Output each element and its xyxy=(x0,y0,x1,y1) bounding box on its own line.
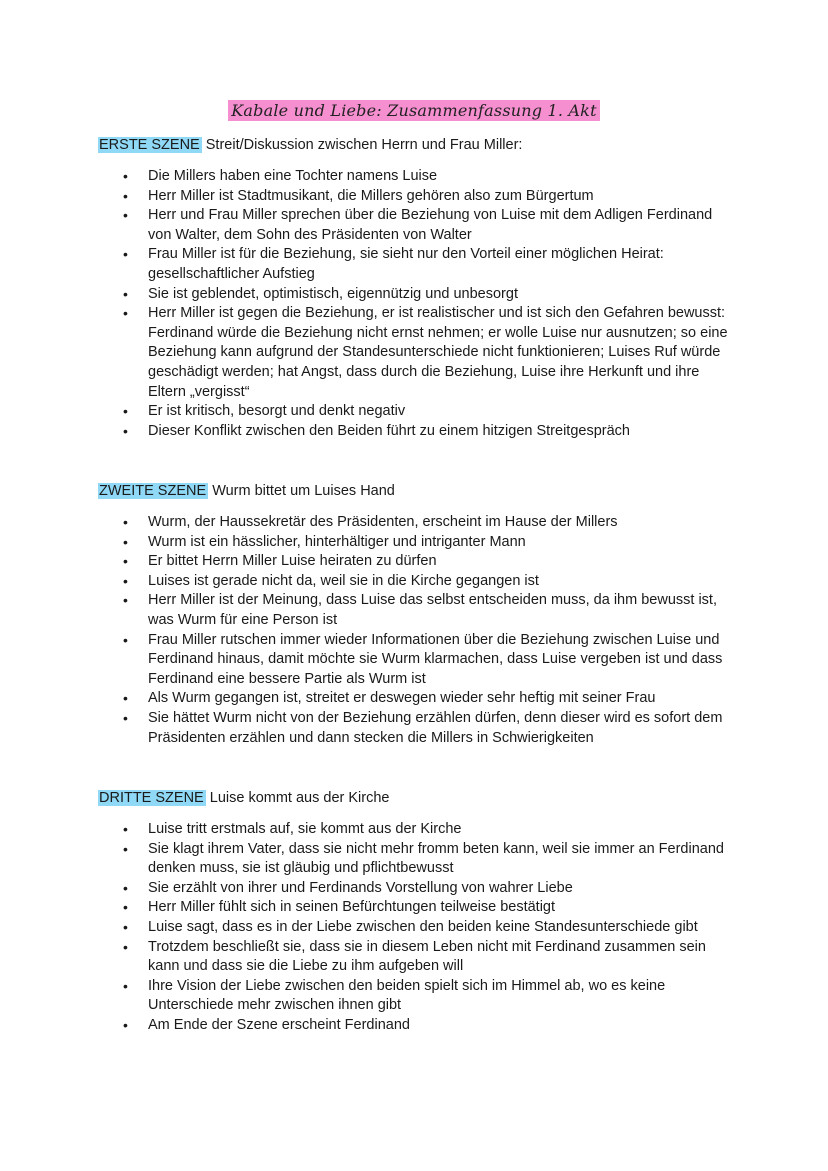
list-item: • Er ist kritisch, besorgt und denkt negativ xyxy=(148,402,738,422)
list-item: • Luises ist gerade nicht da, weil sie in die Kirche gegangen ist xyxy=(148,572,738,592)
list-item: • Frau Miller rutschen immer wieder Informationen über die Beziehung zwischen Luise und Ferdinand hinaus, damit möchte sie Wurm klarmachen, dass Luise vergeben ist und dass Ferdinand eine bessere Partie als Wurm ist xyxy=(148,631,738,690)
list-item: • Luise tritt erstmals auf, sie kommt aus der Kirche xyxy=(148,820,738,840)
section-heading xyxy=(98,788,738,808)
bullet-list xyxy=(98,820,738,1036)
list-item: • Dieser Konflikt zwischen den Beiden führt zu einem hitzigen Streitgespräch xyxy=(148,422,738,442)
list-item: • Herr Miller ist gegen die Beziehung, er ist realistischer und ist sich den Gefahren bewusst: Ferdinand würde die Beziehung nicht ernst nehmen; er wolle Luise nur ausnutzen; so eine Beziehung kann aufgrund der Standesunterschiede nicht funktionieren; Luises Ruf würde geschädigt werden; hat Angst, dass durch die Beziehung, Luise ihre Herkunft und ihre Eltern „vergisst“ xyxy=(148,304,738,402)
section-erste-szene xyxy=(98,135,738,441)
list-item: • Sie klagt ihrem Vater, dass sie nicht mehr fromm beten kann, weil sie immer an Ferdinand denken muss, sie ist gläubig und pflichtbewusst xyxy=(148,840,738,879)
section-label: ZWEITE SZENE xyxy=(99,483,207,499)
list-item: • Wurm, der Haussekretär des Präsidenten, erscheint im Hause der Millers xyxy=(148,513,738,533)
list-item: • Die Millers haben eine Tochter namens Luise xyxy=(148,167,738,187)
list-item: • Wurm ist ein hässlicher, hinterhältiger und intriganter Mann xyxy=(148,533,738,553)
list-item: • Er bittet Herrn Miller Luise heiraten zu dürfen xyxy=(148,552,738,572)
list-item: • Luise sagt, dass es in der Liebe zwischen den beiden keine Standesunterschiede gibt xyxy=(148,918,738,938)
title-container xyxy=(0,100,828,121)
section-heading-text: Streit/Diskussion zwischen Herrn und Frau Miller: xyxy=(205,137,523,153)
section-dritte-szene xyxy=(98,788,738,1036)
list-item: • Sie erzählt von ihrer und Ferdinands Vorstellung von wahrer Liebe xyxy=(148,879,738,899)
document-title: Kabale und Liebe: Zusammenfassung 1. Akt xyxy=(228,100,599,121)
bullet-list xyxy=(98,167,738,441)
list-item: • Am Ende der Szene erscheint Ferdinand xyxy=(148,1016,738,1036)
list-item: • Herr und Frau Miller sprechen über die Beziehung von Luise mit dem Adligen Ferdinand von Walter, dem Sohn des Präsidenten von Walter xyxy=(148,206,738,245)
section-heading xyxy=(98,481,738,501)
section-label: DRITTE SZENE xyxy=(99,790,204,806)
list-item: • Herr Miller ist Stadtmusikant, die Millers gehören also zum Bürgertum xyxy=(148,187,738,207)
list-item: • Ihre Vision der Liebe zwischen den beiden spielt sich im Himmel ab, wo es keine Unterschiede mehr zwischen ihnen gibt xyxy=(148,977,738,1016)
list-item: • Als Wurm gegangen ist, streitet er deswegen wieder sehr heftig mit seiner Frau xyxy=(148,689,738,709)
list-item: • Herr Miller fühlt sich in seinen Befürchtungen teilweise bestätigt xyxy=(148,898,738,918)
list-item: • Frau Miller ist für die Beziehung, sie sieht nur den Vorteil einer möglichen Heirat: gesellschaftlicher Aufstieg xyxy=(148,245,738,284)
list-item: • Sie hättet Wurm nicht von der Beziehung erzählen dürfen, denn dieser wird es sofort dem Präsidenten erzählen und dann stecken die Millers in Schwierigkeiten xyxy=(148,709,738,748)
section-heading-text: Luise kommt aus der Kirche xyxy=(209,790,390,806)
list-item: • Trotzdem beschließt sie, dass sie in diesem Leben nicht mit Ferdinand zusammen sein kann und dass sie die Liebe zu ihm aufgeben will xyxy=(148,938,738,977)
section-label: ERSTE SZENE xyxy=(99,137,200,153)
section-heading-text: Wurm bittet um Luises Hand xyxy=(212,483,395,499)
section-heading xyxy=(98,135,738,155)
section-zweite-szene xyxy=(98,481,738,748)
bullet-list xyxy=(98,513,738,748)
list-item: • Sie ist geblendet, optimistisch, eigennützig und unbesorgt xyxy=(148,285,738,305)
list-item: • Herr Miller ist der Meinung, dass Luise das selbst entscheiden muss, da ihm bewusst ist, was Wurm für eine Person ist xyxy=(148,591,738,630)
